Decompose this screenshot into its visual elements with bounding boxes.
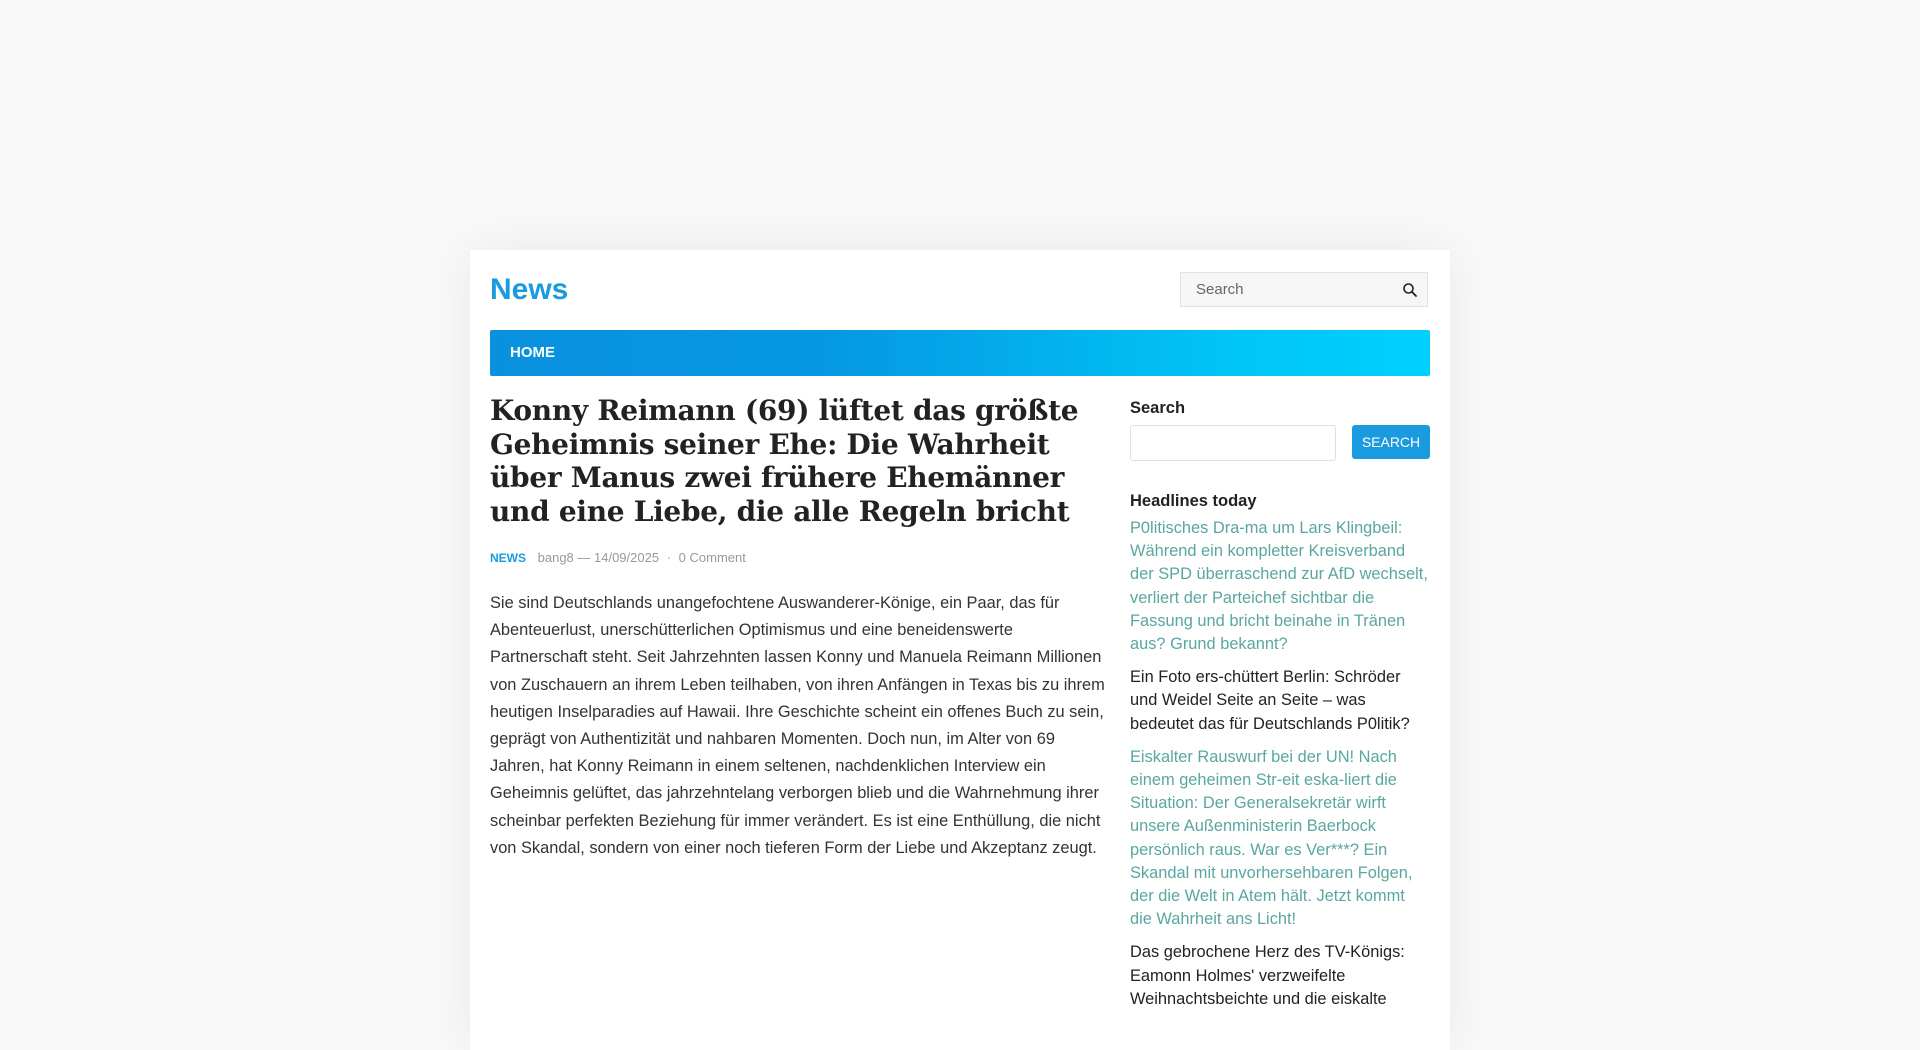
article-meta: [490, 550, 746, 565]
nav-item-home[interactable]: HOME: [510, 344, 555, 361]
headline-link[interactable]: Eiskalter Rauswurf bei der UN! Nach einem geheimen Str-eit eska-liert die Situation: Der Generalsekretär wirft unsere Außenministerin Baerbock persönlich raus. War es Ver***? Ein Skandal mit unvorhersehbaren Folgen, der die Welt in Atem hält. Jetzt kommt die Wahrheit ans Licht!: [1130, 747, 1413, 929]
sidebar-search-heading: Search: [1130, 399, 1186, 417]
site-title[interactable]: News: [490, 273, 569, 306]
main-navigation: [490, 330, 1430, 376]
headline-link[interactable]: P0litisches Dra-ma um Lars Klingbeil: Während ein kompletter Kreisverband der SPD überraschend zur AfD wechselt, verliert der Parteichef sichtbar die Fassung und bricht beinahe in Tränen aus? Grund bekannt?: [1130, 519, 1428, 654]
list-item: [1130, 941, 1430, 1011]
search-icon[interactable]: [1402, 282, 1418, 298]
sidebar-search-button[interactable]: SEARCH: [1352, 425, 1430, 459]
sidebar-search-input[interactable]: [1130, 425, 1336, 461]
article-body: Sie sind Deutschlands unangefochtene Auswanderer-Könige, ein Paar, das für Abenteuerlust, unerschütterlichen Optimismus und eine beneidenswerte Partnerschaft steht. Seit Jahrzehnten lassen Konny und Manuela Reimann Millionen von Zuschauern an ihrem Leben teilhaben, von ihren Anfängen in Texas bis zu ihrem heutigen Inselparadies auf Hawaii. Ihre Geschichte scheint ein offenes Buch zu sein, geprägt von Authentizität und nahbaren Momenten. Doch nun, im Alter von 69 Jahren, hat Konny Reimann in einem seltenen, nachdenklichen Interview ein Geheimnis gelüftet, das jahrzehntelang verborgen blieb und die Wahrnehmung ihrer scheinbar perfekten Beziehung für immer verändert. Es ist eine Enthüllung, die nicht von Skandal, sondern von einer noch tieferen Form der Liebe und Akzeptanz zeugt.: [490, 594, 1105, 857]
list-item: [1130, 517, 1430, 656]
headline-link[interactable]: Das gebrochene Herz des TV-Königs: Eamonn Holmes' verzweifelte Weihnachtsbeichte und die eiskalte: [1130, 943, 1405, 1008]
meta-separator: ·: [666, 550, 672, 565]
header-search-form: [1180, 272, 1428, 307]
headlines-list: [1130, 517, 1430, 1011]
author-date: bang8 — 14/09/2025: [537, 550, 660, 565]
page-container: [470, 250, 1450, 1050]
headline-link[interactable]: Ein Foto ers-chüttert Berlin: Schröder und Weidel Seite an Seite – was bedeutet das für Deutschlands P0litik?: [1130, 668, 1410, 733]
sidebar-search-form: [1130, 425, 1430, 461]
category-link[interactable]: NEWS: [490, 551, 526, 565]
comment-count[interactable]: 0 Comment: [678, 550, 746, 565]
list-item: [1130, 746, 1430, 932]
sidebar: [1130, 398, 1430, 1021]
list-item: [1130, 666, 1430, 736]
headlines-heading: Headlines today: [1130, 492, 1257, 510]
header-search-input[interactable]: [1181, 273, 1391, 306]
article-title: Konny Reimann (69) lüftet das größte Geheimnis seiner Ehe: Die Wahrheit über Manus zwei frühere Ehemänner und eine Liebe, die alle Regeln bricht: [490, 394, 1079, 528]
